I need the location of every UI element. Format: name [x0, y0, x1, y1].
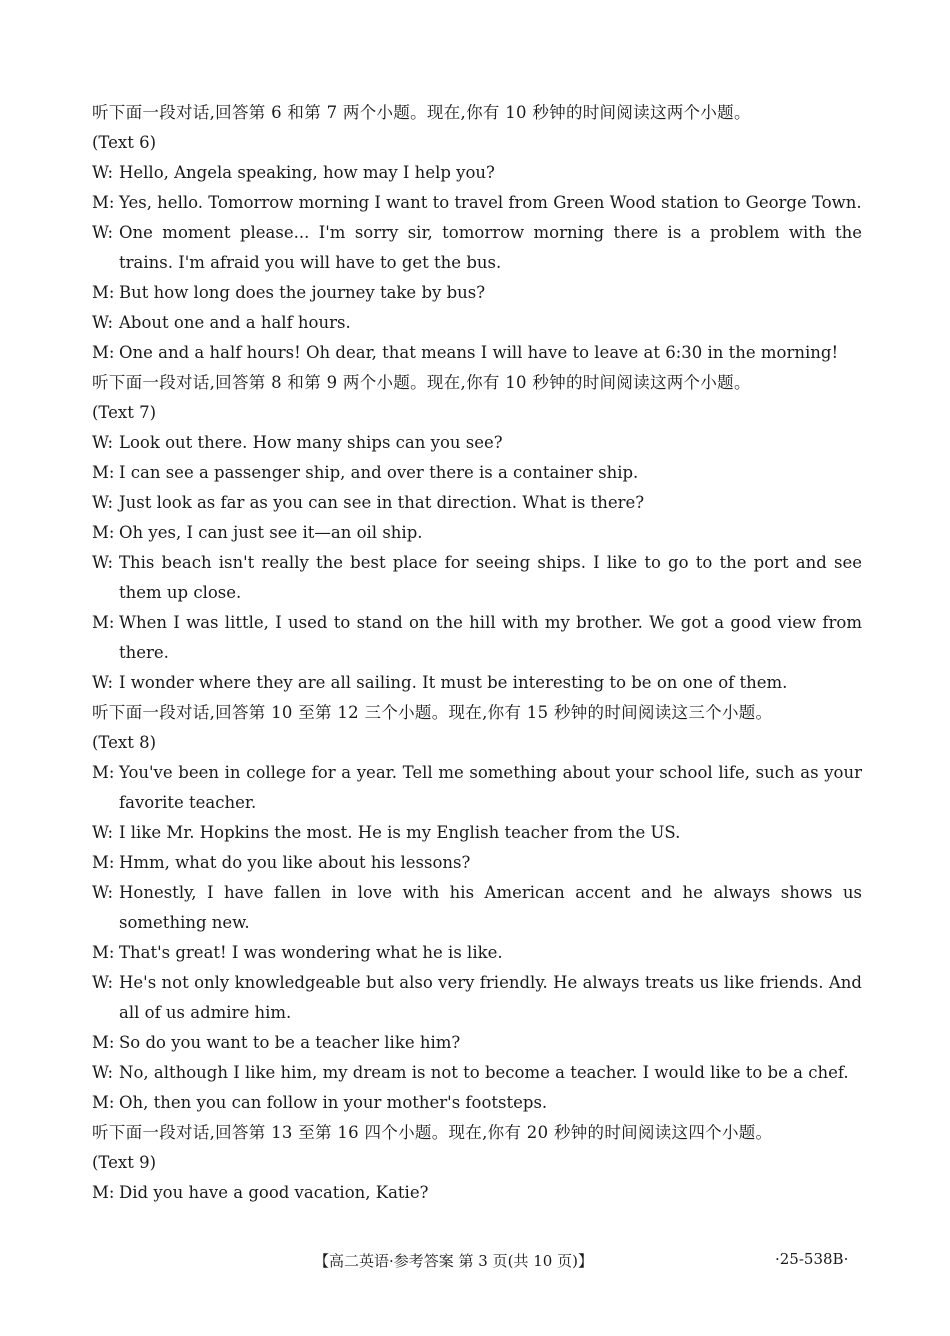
section-label: (Text 9): [92, 1153, 157, 1172]
utterance-text: This beach isn't really the best place for seeing ships. I like to go to the port and see them up close.: [119, 553, 862, 602]
utterance: [92, 488, 862, 518]
speaker: M:: [92, 943, 115, 962]
utterance-text: Hmm, what do you like about his lessons?: [119, 853, 471, 872]
utterance: [92, 938, 862, 968]
speaker: W:: [92, 1063, 114, 1082]
utterance: [92, 848, 862, 878]
utterance: [92, 278, 862, 308]
utterance: [92, 1088, 862, 1118]
instruction-line: 听下面一段对话,回答第 8 和第 9 两个小题。现在,你有 10 秒钟的时间阅读这两个小题。: [92, 373, 751, 392]
utterance: [92, 308, 862, 338]
document-body: [92, 98, 862, 1208]
utterance-text: Yes, hello. Tomorrow morning I want to travel from Green Wood station to George Town.: [119, 193, 862, 212]
speaker: M:: [92, 1183, 115, 1202]
speaker: W:: [92, 493, 114, 512]
utterance: [92, 158, 862, 188]
utterance-text: That's great! I was wondering what he is like.: [119, 943, 503, 962]
speaker: M:: [92, 523, 115, 542]
speaker: W:: [92, 823, 114, 842]
utterance: [92, 548, 862, 608]
utterance: [92, 758, 862, 818]
utterance: [92, 518, 862, 548]
speaker: W:: [92, 313, 114, 332]
utterance-text: I like Mr. Hopkins the most. He is my English teacher from the US.: [119, 823, 681, 842]
utterance: [92, 188, 862, 218]
utterance-text: I wonder where they are all sailing. It must be interesting to be on one of them.: [119, 673, 788, 692]
utterance-text: Oh, then you can follow in your mother's footsteps.: [119, 1093, 548, 1112]
utterance-text: Honestly, I have fallen in love with his American accent and he always shows us something new.: [119, 883, 862, 932]
footer-page-info: 【高二英语·参考答案 第 3 页(共 10 页)】: [314, 1252, 593, 1270]
speaker: M:: [92, 343, 115, 362]
utterance-text: No, although I like him, my dream is not to become a teacher. I would like to be a chef.: [119, 1063, 849, 1082]
speaker: W:: [92, 883, 114, 902]
utterance: [92, 458, 862, 488]
speaker: M:: [92, 463, 115, 482]
section-label: (Text 7): [92, 403, 157, 422]
instruction-line: 听下面一段对话,回答第 13 至第 16 四个小题。现在,你有 20 秒钟的时间阅读这四个小题。: [92, 1123, 773, 1142]
utterance-text: Look out there. How many ships can you see?: [119, 433, 503, 452]
utterance: [92, 428, 862, 458]
utterance-text: Did you have a good vacation, Katie?: [119, 1183, 429, 1202]
speaker: M:: [92, 193, 115, 212]
utterance: [92, 608, 862, 668]
speaker: M:: [92, 1093, 115, 1112]
utterance-text: He's not only knowledgeable but also very friendly. He always treats us like friends. And all of us admire him.: [119, 973, 862, 1022]
instruction-line: 听下面一段对话,回答第 6 和第 7 两个小题。现在,你有 10 秒钟的时间阅读这两个小题。: [92, 103, 751, 122]
utterance-text: You've been in college for a year. Tell me something about your school life, such as your favorite teacher.: [119, 763, 862, 812]
speaker: M:: [92, 283, 115, 302]
utterance: [92, 218, 862, 278]
utterance: [92, 878, 862, 938]
speaker: W:: [92, 973, 114, 992]
speaker: M:: [92, 613, 115, 632]
speaker: M:: [92, 763, 115, 782]
footer-code: ·25-538B·: [775, 1250, 849, 1268]
utterance-text: I can see a passenger ship, and over there is a container ship.: [119, 463, 639, 482]
utterance-text: When I was little, I used to stand on the hill with my brother. We got a good view from there.: [119, 613, 862, 662]
speaker: W:: [92, 433, 114, 452]
section-label: (Text 8): [92, 733, 157, 752]
utterance: [92, 1028, 862, 1058]
speaker: W:: [92, 163, 114, 182]
utterance: [92, 1178, 862, 1208]
speaker: W:: [92, 223, 114, 242]
speaker: W:: [92, 673, 114, 692]
utterance: [92, 968, 862, 1028]
utterance: [92, 818, 862, 848]
utterance-text: Just look as far as you can see in that direction. What is there?: [119, 493, 645, 512]
utterance-text: One and a half hours! Oh dear, that means I will have to leave at 6:30 in the morning!: [119, 343, 839, 362]
utterance: [92, 668, 862, 698]
utterance-text: Oh yes, I can just see it—an oil ship.: [119, 523, 423, 542]
utterance: [92, 338, 862, 368]
section-label: (Text 6): [92, 133, 157, 152]
instruction-line: 听下面一段对话,回答第 10 至第 12 三个小题。现在,你有 15 秒钟的时间阅读这三个小题。: [92, 703, 773, 722]
utterance-text: Hello, Angela speaking, how may I help you?: [119, 163, 495, 182]
utterance-text: One moment please... I'm sorry sir, tomorrow morning there is a problem with the trains. I'm afraid you will have to get the bus.: [119, 223, 862, 272]
utterance-text: So do you want to be a teacher like him?: [119, 1033, 461, 1052]
speaker: M:: [92, 853, 115, 872]
utterance: [92, 1058, 862, 1088]
speaker: W:: [92, 553, 114, 572]
utterance-text: But how long does the journey take by bus?: [119, 283, 486, 302]
utterance-text: About one and a half hours.: [119, 313, 351, 332]
speaker: M:: [92, 1033, 115, 1052]
